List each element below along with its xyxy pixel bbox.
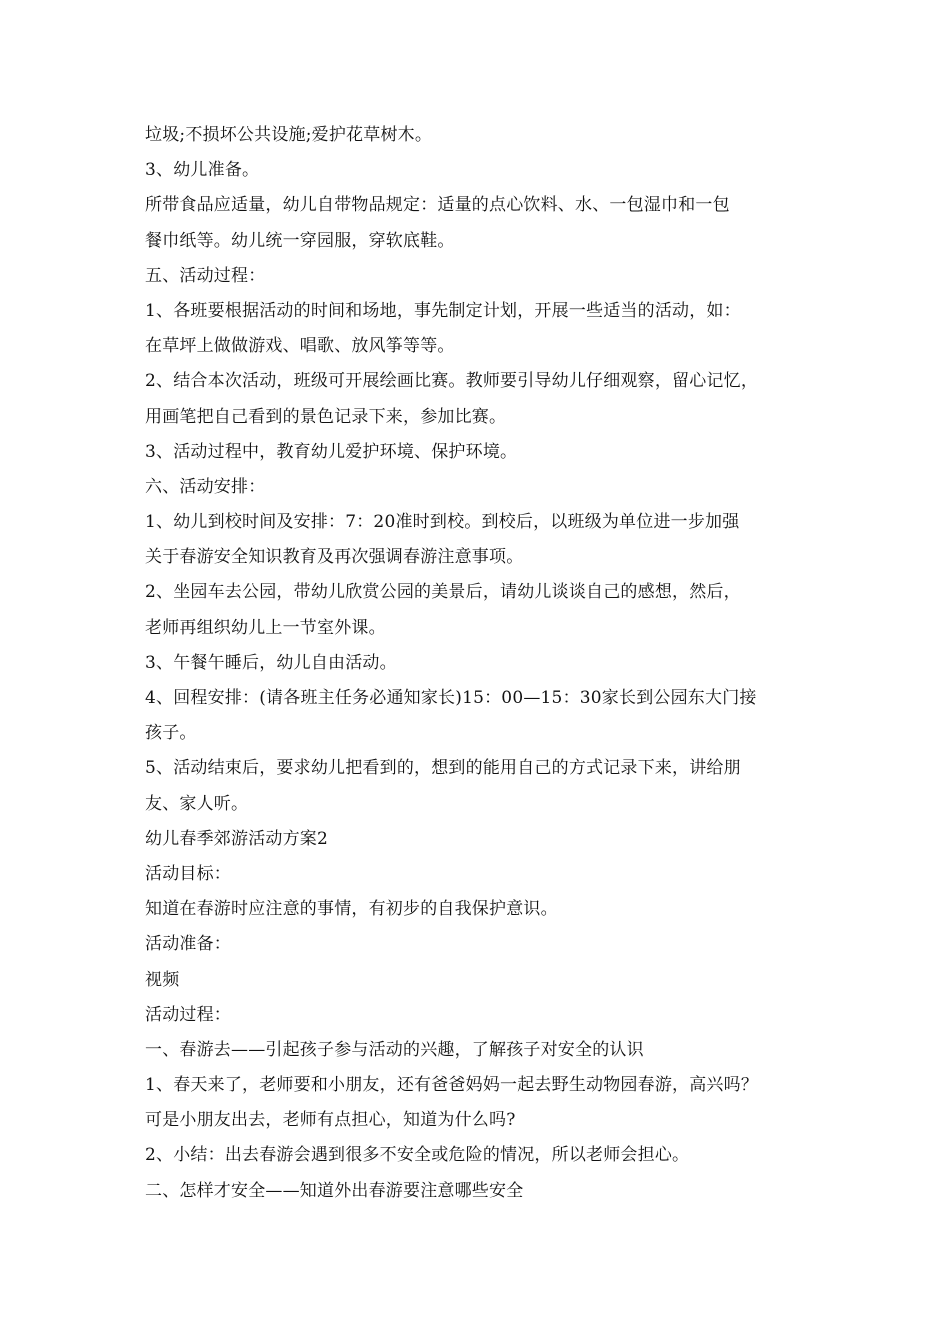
text-line: 3、午餐午睡后，幼儿自由活动。	[145, 652, 397, 673]
text-line: 孩子。	[145, 723, 197, 744]
text-line: 在草坪上做做游戏、唱歌、放风筝等等。	[145, 336, 455, 357]
text-line: 3、幼儿准备。	[145, 160, 260, 181]
document-title: 幼儿春季郊游活动方案2	[145, 828, 329, 849]
text-line: 5、活动结束后，要求幼儿把看到的，想到的能用自己的方式记录下来，讲给朋	[145, 758, 741, 779]
text-line: 2、坐园车去公园，带幼儿欣赏公园的美景后，请幼儿谈谈自己的感想，然后，	[145, 582, 741, 603]
text-line: 3、活动过程中，教育幼儿爱护环境、保护环境。	[145, 441, 518, 462]
text-line: 可是小朋友出去，老师有点担心，知道为什么吗?	[145, 1110, 516, 1131]
section-heading: 活动目标：	[145, 863, 231, 884]
text-line: 1、春天来了，老师要和小朋友，还有爸爸妈妈一起去野生动物园春游，高兴吗？	[145, 1075, 759, 1096]
section-heading: 活动过程：	[145, 1004, 231, 1025]
text-line: 所带食品应适量，幼儿自带物品规定：适量的点心饮料、水、一包湿巾和一包	[145, 195, 730, 216]
section-heading: 活动准备：	[145, 934, 231, 955]
text-line: 老师再组织幼儿上一节室外课。	[145, 617, 386, 638]
text-line: 4、回程安排：(请各班主任务必通知家长)15：00—15：30家长到公园东大门接	[145, 688, 757, 708]
text-line: 2、小结：出去春游会遇到很多不安全或危险的情况，所以老师会担心。	[145, 1145, 690, 1166]
text-line: 用画笔把自己看到的景色记录下来，参加比赛。	[145, 406, 507, 427]
text-line: 关于春游安全知识教育及再次强调春游注意事项。	[145, 547, 524, 568]
document-body	[145, 118, 825, 1209]
section-heading: 六、活动安排：	[145, 476, 266, 497]
text-line: 一、春游去——引起孩子参与活动的兴趣，了解孩子对安全的认识	[145, 1039, 644, 1060]
text-line: 二、怎样才安全——知道外出春游要注意哪些安全	[145, 1180, 524, 1201]
text-line: 垃圾;不损坏公共设施;爱护花草树木。	[145, 125, 433, 145]
text-line: 餐巾纸等。幼儿统一穿园服，穿软底鞋。	[145, 230, 455, 251]
text-line: 1、幼儿到校时间及安排：7：20准时到校。到校后，以班级为单位进一步加强	[145, 512, 740, 533]
text-line: 友、家人听。	[145, 793, 249, 814]
text-line: 2、结合本次活动，班级可开展绘画比赛。教师要引导幼儿仔细观察，留心记忆，	[145, 371, 759, 392]
text-line: 视频	[145, 969, 180, 990]
text-line: 1、各班要根据活动的时间和场地，事先制定计划，开展一些适当的活动，如：	[145, 300, 741, 321]
section-heading: 五、活动过程：	[145, 265, 266, 286]
text-line: 知道在春游时应注意的事情，有初步的自我保护意识。	[145, 899, 558, 920]
